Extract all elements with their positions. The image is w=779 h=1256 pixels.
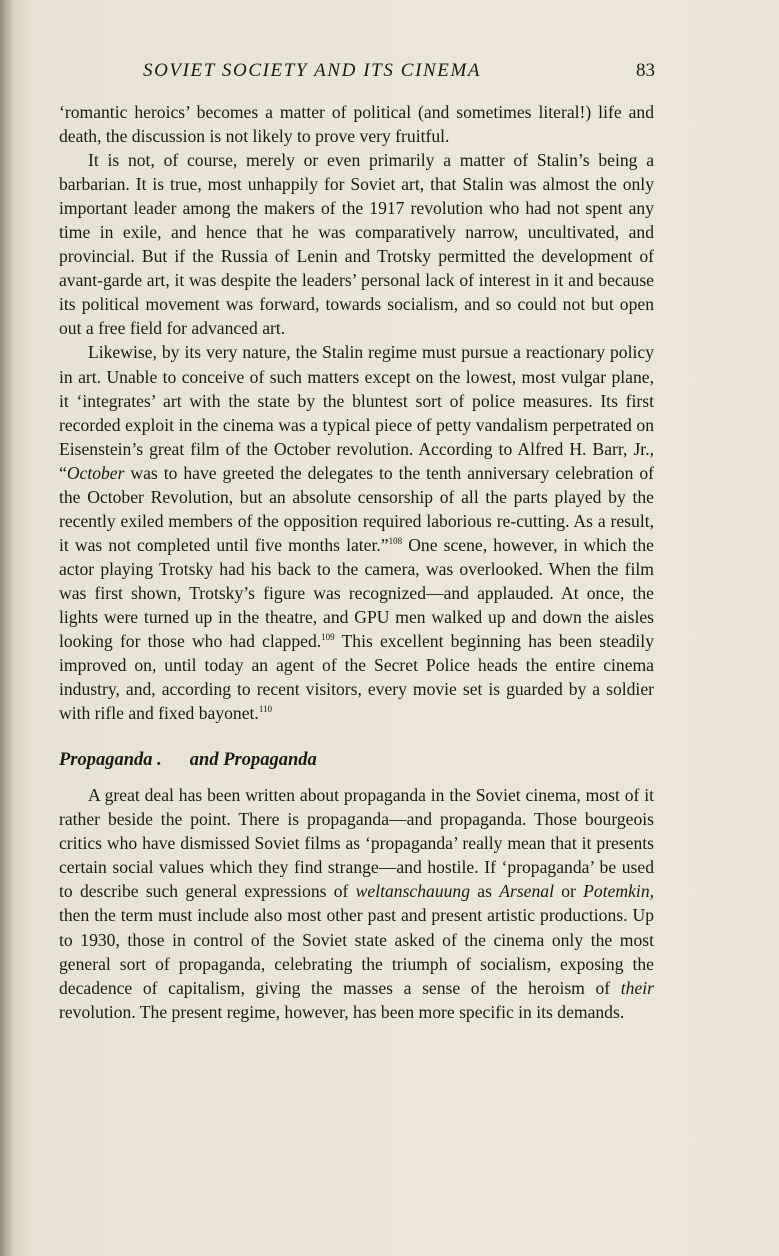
page-number: 83: [636, 60, 655, 81]
footnote-ref: 109: [321, 632, 335, 643]
paragraph-3: Likewise, by its very nature, the Stalin regime must pursue a reactionary policy in art. Unable to conceive of such matters except on the lowest, most vulgar plane, it ‘integrates’ art with the state by the bluntest sort of police measures. Its first recorded exploit in the cinema was a typical piece of petty vandalism perpetrated on Eisenstein’s great film of the October revolution. According to Alfred H. Barr, Jr., “October was to have greeted the delegates to the tenth anniversary celebration of the October Revolution, but an absolute censorship of all the parts played by the recently exiled members of the opposition required laborious re-cutting. As a result, it was not completed until five months later.”$^{108}$ One scene, however, in which the actor playing Trotsky had his back to the camera, was overlooked. When the film was first shown, Trotsky’s figure was recognized—and applauded. At once, the lights were turned up in the theatre, and GPU men walked up and down the aisles looking for those who had clapped.$^{109}$ This excellent beginning has been steadily improved on, until today an agent of the Secret Police heads the entire cinema industry, and, according to recent visitors, every movie set is guarded by a soldier with rifle and fixed bayonet.$^{110}$: [59, 342, 654, 724]
paragraph-4: A great deal has been written about propaganda in the Soviet cinema, most of it rather beside the point. There is propaganda—and propaganda. Those bourgeois critics who have dismissed Soviet films as ‘propaganda’ really mean that it presents certain social values which they find strange—and hostile. If ‘propaganda’ be used to describe such general expressions of weltanschauung as Arsenal or Potemkin, then the term must include also most other past and present artistic productions. Up to 1930, those in control of the Soviet state asked of the cinema only the most general sort of propaganda, celebrating the triumph of socialism, exposing the decadence of capitalism, giving the masses a sense of the heroism of their revolution. The present regime, however, has been more specific in its demands.: [59, 785, 655, 1022]
spine-shadow: [0, 0, 14, 1256]
film-title-october: October: [66, 462, 125, 483]
paragraph-1: ‘romantic heroics’ becomes a matter of political (and sometimes literal!) life and death, the discussion is not likely to prove very fruitful.: [59, 102, 654, 147]
section-heading: Propaganda . and Propaganda: [59, 750, 317, 771]
text-block: [59, 58, 654, 1024]
running-head: [59, 58, 654, 94]
paragraph-2: It is not, of course, merely or even primarily a matter of Stalin’s being a barbarian. It is true, most unhappily for Soviet art, that Stalin was almost the only important leader among the makers of the 1917 revolution who had not spent any time in exile, and hence that he was comparatively narrow, uncultivated, and provincial. But if the Russia of Lenin and Trotsky permitted the development of avant-garde art, it was despite the leaders’ personal lack of interest in it and because its political movement was forward, towards socialism, and so could not but open out a free field for advanced art.: [59, 150, 654, 339]
footnote-ref: 108: [388, 535, 403, 546]
running-title: SOVIET SOCIETY AND ITS CINEMA: [143, 60, 482, 81]
footnote-ref: 110: [258, 704, 272, 715]
